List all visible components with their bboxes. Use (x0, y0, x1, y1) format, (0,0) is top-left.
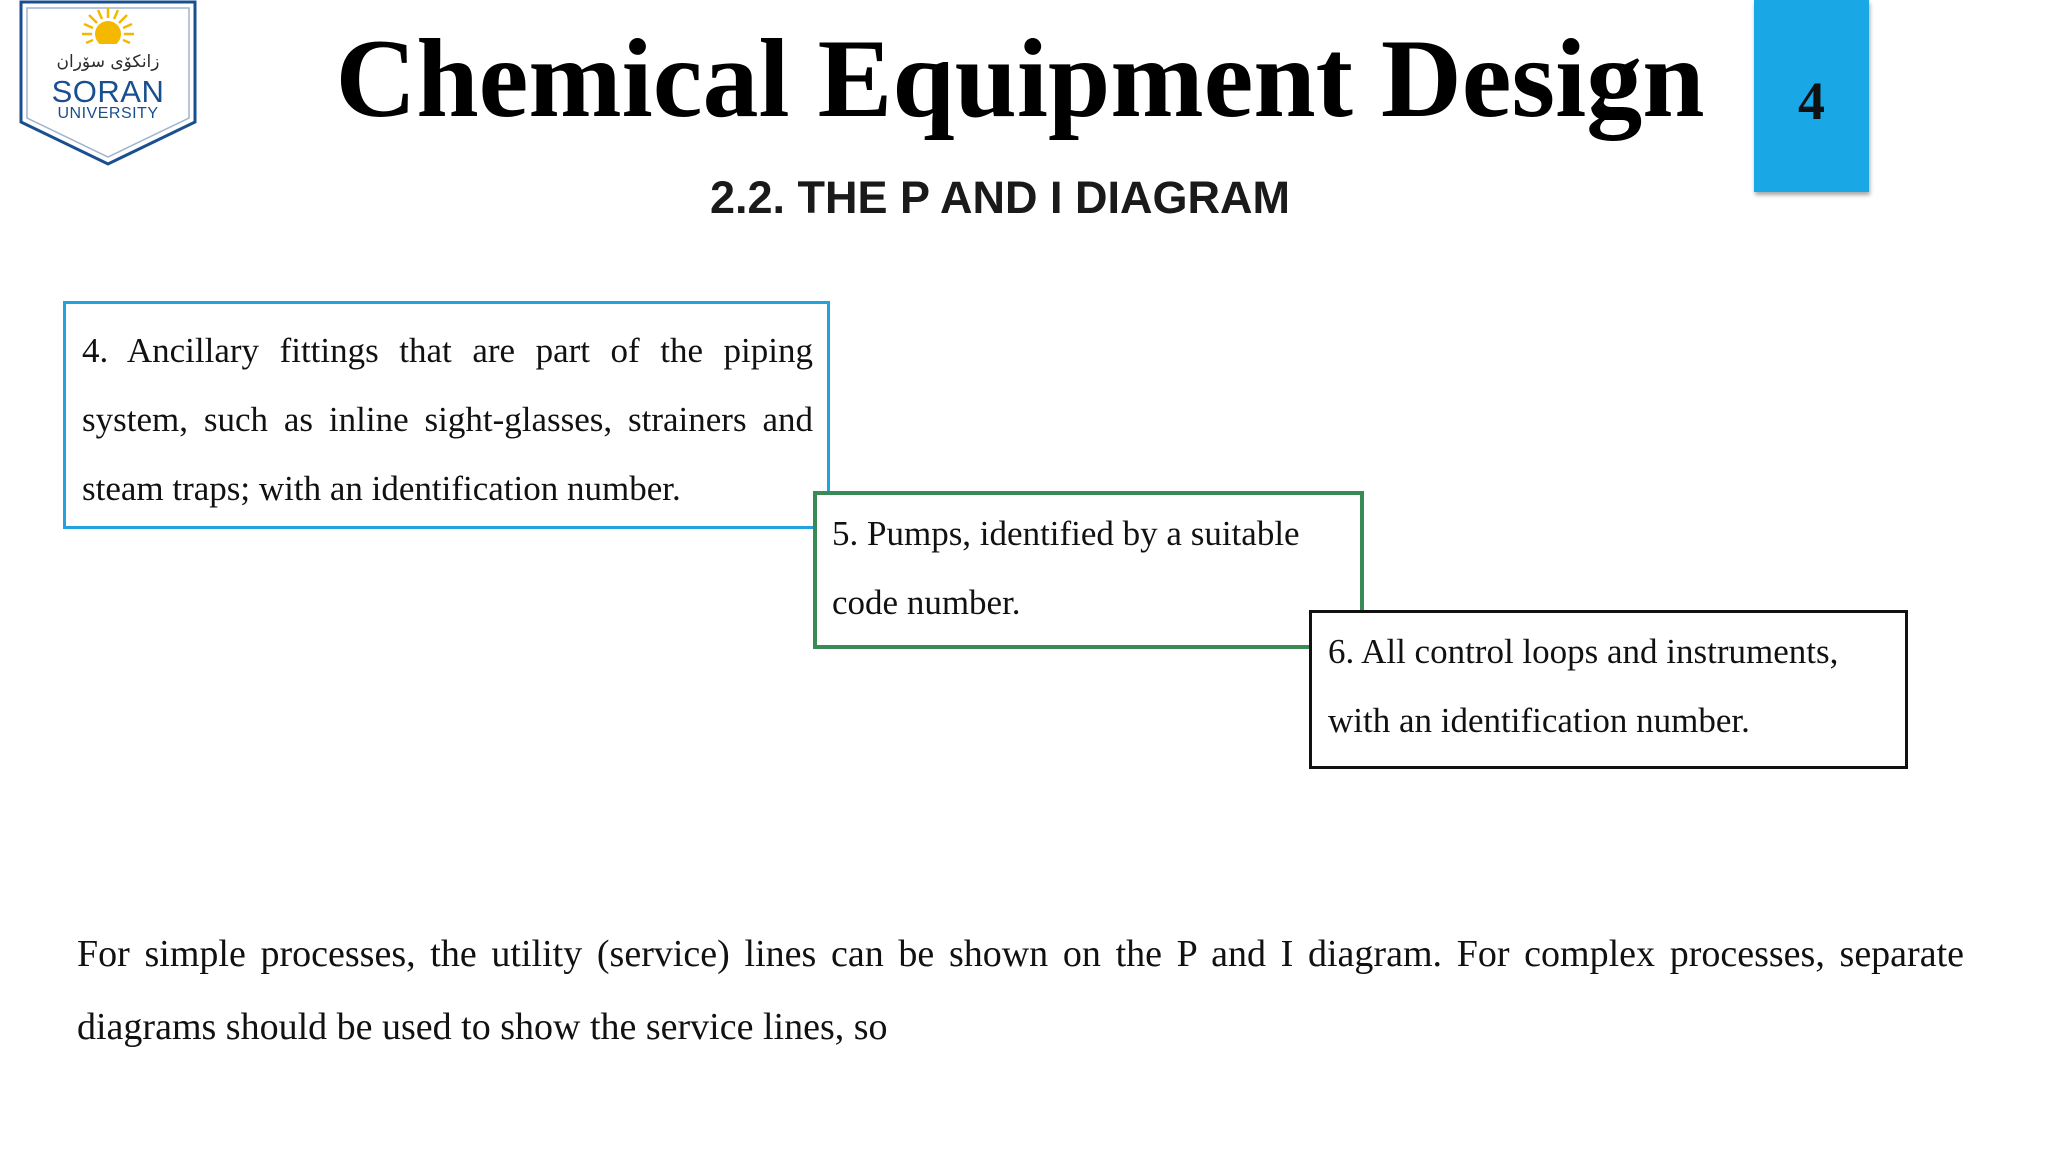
item-box-control-loops (1309, 610, 1908, 769)
item-text: 5. Pumps, identified by a suitable code number. (832, 514, 1300, 622)
page-number-box (1754, 0, 1869, 192)
logo-subname: UNIVERSITY (57, 105, 159, 122)
item-box-ancillary-fittings (63, 301, 830, 529)
item-text: 4. Ancillary fittings that are part of the piping system, such as inline sight-glasses, strainers and steam traps; with an identification number. (82, 331, 813, 508)
page-number: 4 (1798, 71, 1825, 131)
logo-name: SORAN (51, 74, 165, 109)
item-box-pumps (813, 491, 1364, 649)
soran-university-logo (17, 0, 199, 166)
item-text: 6. All control loops and instruments, with an identification number. (1328, 632, 1839, 740)
body-paragraph (77, 918, 1964, 1064)
page-title: Chemical Equipment Design (335, 17, 1705, 141)
paragraph-text: For simple processes, the utility (service) lines can be shown on the P and I diagram. For complex processes, separate diagrams should be used to show the service lines, so (77, 933, 1964, 1048)
section-subtitle: 2.2. THE P AND I DIAGRAM (709, 172, 1291, 223)
logo-arabic-text: زانكۆی سۆران (56, 52, 160, 72)
